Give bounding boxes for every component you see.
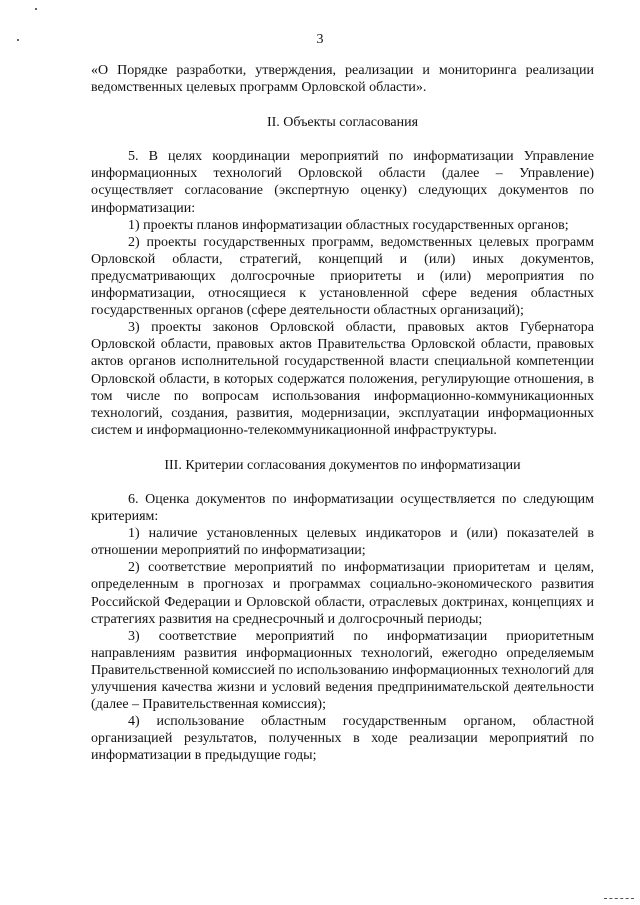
paragraph-6: 6. Оценка документов по информатизации осуществляется по следующим критериям: <box>91 491 594 525</box>
section-3-item-2: 2) соответствие мероприятий по информатизации приоритетам и целям, определенным в прогнозах и программах социально-экономического развития Российской Федерации и Орловской области, отраслевых доктринах, концепциях и стратегиях развития на среднесрочный и долгосрочный периоды; <box>91 560 594 627</box>
section-2-item-3: 3) проекты законов Орловской области, правовых актов Губернатора Орловской области, правовых актов Правительства Орловской области, правовых актов органов исполнительной государственной власти специальной компетенции Орловской области, в которых содержатся положения, регулирующие отношения, в том числе по вопросам использования информационно-коммуникационных технологий, создания, развития, модернизации, эксплуатации информационных систем и информационно-телекоммуникационной инфраструктуры. <box>91 320 594 438</box>
intro-paragraph: «О Порядке разработки, утверждения, реализации и мониторинга реализации ведомственных целевых программ Орловской области». <box>91 63 594 96</box>
section-2-heading: II. Объекты согласования <box>266 115 419 131</box>
section-3-item-3: 3) соответствие мероприятий по информатизации приоритетным направлениям развития информационных технологий, ежегодно определяемым Правительственной комиссией по использованию информационных технологий для улучшения качества жизни и условий ведения предпринимательской деятельности (далее – Правительственная комиссия); <box>91 628 594 713</box>
section-3-heading: III. Критерии согласования документов по информатизации <box>164 457 521 473</box>
section-2-item-2: 2) проекты государственных программ, ведомственных целевых программ Орловской области, стратегий, концепций и (или) иных документов, предусматривающих долгосрочные приоритеты и (или) мероприятия по информатизации, относящиеся к установленной сфере ведения областных государственных органов (сфере деятельности областных организаций); <box>91 234 594 319</box>
section-3-item-1: 1) наличие установленных целевых индикаторов и (или) показателей в отношении мероприятий по информатизации; <box>91 526 594 559</box>
document-body <box>91 62 594 764</box>
scan-edge-mark <box>604 898 634 902</box>
section-2-item-1: 1) проекты планов информатизации областных государственных органов; <box>128 217 569 233</box>
page-number: 3 <box>316 32 324 47</box>
paragraph-5: 5. В целях координации мероприятий по информатизации Управление информационных технологий Орловской области (далее – Управление) осуществляет согласование (экспертную оценку) следующих документов по информатизации: <box>91 149 594 216</box>
section-3-item-4: 4) использование областным государственным органом, областной организацией результатов, полученных в ходе реализации мероприятий по информатизации в предыдущие годы; <box>91 714 594 764</box>
scan-speck <box>35 8 37 10</box>
